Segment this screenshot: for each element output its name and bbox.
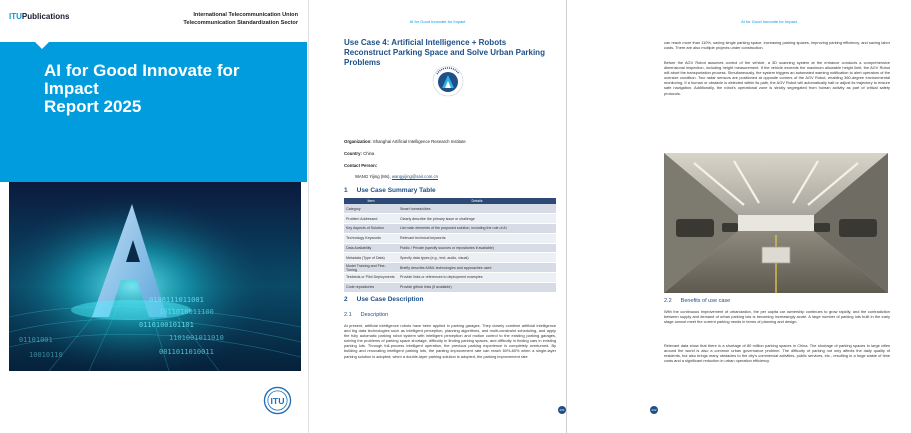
table-row: Model Training and Fine-Tuning Briefly describe AI/ML technologies and approaches used: [344, 263, 556, 273]
use-case-summary-table: [344, 198, 556, 293]
table-header-details: Details: [398, 198, 556, 204]
cover-header: [0, 0, 307, 42]
table-row: Key Aspects of Solution List main elements of the proposed solution, including the role of AI: [344, 224, 556, 234]
continued-paragraph: can reach more than 110%, saving single parking space, increasing parking spaces, improving parking efficiency, and saving labor costs. There are also multiple projects under construction.: [664, 40, 890, 51]
table-row: Data Availability Public / Private (specify sources or repositories if available): [344, 243, 556, 253]
svg-text:10010110: 10010110: [29, 351, 63, 359]
table-row: Metadata (Type of Data) Specify data types (e.g., text, audio, visual): [344, 253, 556, 263]
table-row: Technology Keywords Relevant technical keywords: [344, 233, 556, 243]
section-2-heading: 2 Use Case Description: [344, 296, 424, 303]
page-number-right: 232: [651, 408, 657, 412]
running-head: AI for Good Innovate for Impact: [409, 19, 466, 24]
cover-title: AI for Good Innovate for Impact Report 2025: [44, 61, 240, 116]
parking-garage-photo: [664, 153, 888, 293]
contact-person: WANG Yijing (Ms), wangyijing@sair.com.cn: [355, 174, 439, 179]
agv-safety-paragraph: Before the AGV Robot assumes control of the vehicle, a 3D scanning system at the entrance conducts a comprehensive dimensional inspection, including height measurement. If the vehicle exceeds the maximum allowable height limit, the AGV Robot will abort the transportation process. Simultaneously, the system triggers an automated warning notification to alert operators of the oversize condition. Two radar sensors are positioned at opposite corners of the AGV Robot, enabling 360-degree environmental monitoring. If a human or obstacle is detected within its path, the AGV Robot will automatically halt or adjust its trajectory to ensure safe navigation. Additionally, the robot's operational zone is strictly segregated from human activity as part of critical safety protocols.: [664, 60, 890, 96]
contact-email-link[interactable]: wangyijing@sair.com.cn: [391, 174, 439, 179]
running-head-right: AI for Good Innovate for Impact: [741, 19, 797, 24]
itu-logo-text: ITU: [270, 395, 285, 406]
table-row: Testbeds or Pilot Deployments Provide links or references to deployment examples: [344, 273, 556, 283]
organization-name: International Telecommunication Union Telecommunication Standardization Sector: [183, 12, 298, 26]
table-row: Problem Addressed Clearly describe the primary issue or challenge: [344, 214, 556, 224]
itu-publications-brand: ITUPublications: [9, 12, 70, 21]
svg-text:0011011010011: 0011011010011: [159, 348, 214, 356]
table-header-item: Item: [344, 198, 398, 204]
cover-artwork: [9, 182, 301, 371]
section-1-heading: 1 Use Case Summary Table: [344, 187, 436, 194]
svg-text:1011010011100: 1011010011100: [159, 308, 214, 316]
table-row: Code repositories Provide github links (if available): [344, 282, 556, 292]
organization-line: Organization: Shanghai Artificial Intelligence Research Institute: [344, 139, 466, 144]
cover-page: [0, 0, 307, 433]
table-row: Category Smart homes/cities: [344, 204, 556, 214]
cover-notch: [35, 42, 49, 49]
svg-text:0110100101101: 0110100101101: [139, 321, 194, 329]
page-number-left: 231: [559, 408, 565, 412]
contact-label: Contact Person:: [344, 163, 378, 168]
benefits-paragraph-1: With the continuous improvement of urbanization, the per capita car ownership continues to grow rapidly, and the contradiction between supply and demand of urban parking lots is becoming increasingly acute. A large number of parking lots built in the early stage cannot meet the current parking needs in terms of planning and design.: [664, 309, 890, 325]
svg-text:0100111011001: 0100111011001: [149, 296, 204, 304]
description-paragraph: At present, artificial intelligence robots have been applied in parking garages. They closely combine artificial intelligence and big data technologies such as intelligent perception, planning algorithms, and multi-constraint scheduling, and apply the fully automatic parking robot system with intelligent perception and motion control to the existing parking garages, solving the problems of parking space shortage, difficulty in finding parking spaces, and difficulty in finding cars in existing parking lots. Through full-process intelligent operation, the previous parking experience is completely overturned. By building and renovating intelligent parking lots, the parking improvement rate can reach 60%-80% when a single-layer parking solution is adopted; when a double-layer parking solution is adopted, the parking improvement rate: [344, 323, 556, 359]
svg-text:1101001011010: 1101001011010: [169, 334, 224, 342]
country-line: Country: China: [344, 151, 375, 156]
subsection-2-1-heading: 2.1 Description: [344, 312, 389, 318]
benefits-paragraph-2: Relevant data show that there is a shortage of 80 million parking spaces in China. The shortage of parking spaces in large cities around the world is also a common urban governance problem. The difficulty of parking not only affects the daily quality of residents, but also brings many obstacles to the city's commercial activities, public services, etc., resulting in a huge waste of time costs and a significant reduction in urban operation efficiency.: [664, 343, 890, 364]
institute-logo-icon: [432, 65, 464, 97]
use-case-title: Use Case 4: Artificial Intelligence + Robots Reconstruct Parking Space and Solve Urban Parking Problems: [344, 38, 545, 67]
svg-text:01101001: 01101001: [19, 336, 53, 344]
subsection-2-2-heading: 2.2 Benefits of use case: [664, 298, 731, 304]
itu-logo-icon: [263, 386, 292, 415]
